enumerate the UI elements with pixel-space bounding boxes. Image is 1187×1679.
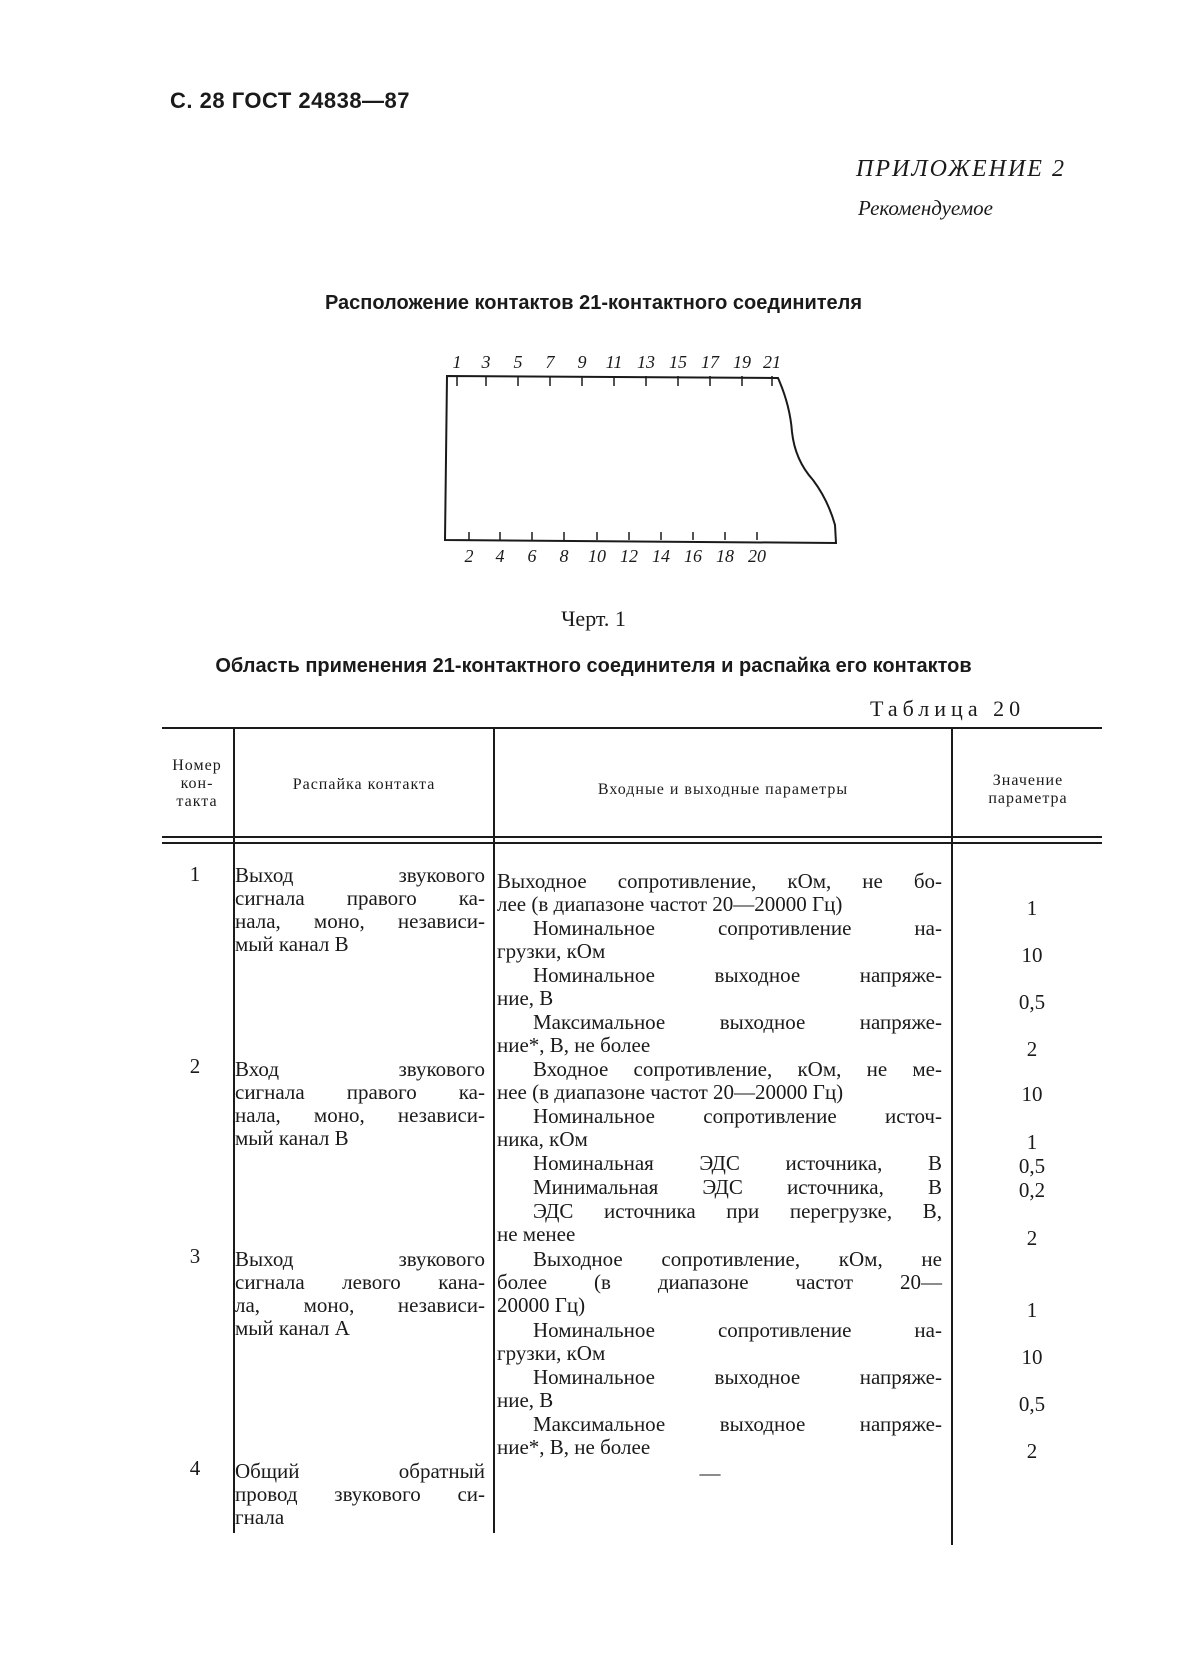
param-line: лее (в диапазоне частот 20—20000 Гц) <box>497 892 843 916</box>
param-line: Максимальное выходное напряже- <box>533 1412 942 1436</box>
pin-label-bottom: 14 <box>652 546 670 566</box>
row-1-number: 1 <box>189 862 201 886</box>
pinout-line: гнала <box>235 1505 285 1529</box>
param-line: Номинальное выходное напряже- <box>533 1365 942 1389</box>
row-1-pinout <box>235 864 485 956</box>
pinout-line: сигнала правого ка- <box>235 886 485 910</box>
param-line: Номинальное сопротивление на- <box>533 916 942 940</box>
pinout-line: нала, моно, независи- <box>235 1103 485 1127</box>
table-top-rule <box>162 727 1102 729</box>
pin-label-top: 7 <box>545 352 555 372</box>
table-title: Область применения 21-контактного соединителя и распайка его контактов <box>215 655 972 677</box>
pin-label-bottom: 2 <box>464 546 474 566</box>
row-2-value-5: 2 <box>1026 1226 1038 1250</box>
header-rule-1 <box>162 836 1102 838</box>
header-number-line: кон- <box>180 775 214 792</box>
param-line: грузки, кОм <box>497 939 606 963</box>
param-line: нее (в диапазоне частот 20—20000 Гц) <box>497 1080 844 1104</box>
param-line: ника, кОм <box>497 1127 588 1151</box>
row-1-param-3 <box>497 964 942 1010</box>
pin-label-bottom: 4 <box>495 546 505 566</box>
pinout-line: провод звукового си- <box>235 1482 485 1506</box>
pin-label-top: 13 <box>637 352 655 372</box>
pin-label-bottom: 10 <box>588 546 606 566</box>
param-line: Выходное сопротивление, кОм, не <box>533 1247 942 1271</box>
row-3-pinout <box>235 1248 485 1340</box>
param-line: ЭДС источника при перегрузке, В, <box>533 1199 942 1223</box>
header-pinout: Распайка контакта <box>292 776 436 793</box>
pin-label-bottom: 20 <box>748 546 766 566</box>
table-label: Таблица 20 <box>870 696 1026 721</box>
pin-label-top: 21 <box>763 352 781 372</box>
row-3-value-1: 1 <box>1026 1298 1038 1322</box>
pinout-line: Общий обратный <box>235 1459 485 1483</box>
pinout-line: сигнала правого ка- <box>235 1080 485 1104</box>
row-3-value-3: 0,5 <box>1018 1392 1046 1416</box>
pin-label-bottom: 12 <box>620 546 638 566</box>
param-line: ние*, В, не более <box>497 1435 651 1459</box>
pin-label-top: 19 <box>733 352 751 372</box>
pin-label-top: 3 <box>481 352 491 372</box>
row-2-value-2: 1 <box>1026 1130 1038 1154</box>
appendix-title: ПРИЛОЖЕНИЕ 2 <box>856 156 1066 182</box>
param-line: Выходное сопротивление, кОм, не бо- <box>497 869 942 893</box>
pin-label-bottom: 6 <box>527 546 537 566</box>
param-line: Номинальное сопротивление на- <box>533 1318 942 1342</box>
pin-label-top: 9 <box>577 352 587 372</box>
row-4-pinout <box>235 1460 485 1529</box>
row-2-param-2 <box>497 1105 942 1151</box>
row-3-number: 3 <box>189 1244 201 1268</box>
param-line: Максимальное выходное напряже- <box>533 1010 942 1034</box>
row-1-param-1 <box>497 870 942 916</box>
param-line: Номинальное сопротивление источ- <box>533 1104 942 1128</box>
row-1-param-2 <box>497 917 942 963</box>
pinout-line: мый канал А <box>235 1316 350 1340</box>
header-value-line: Значение <box>992 772 1064 789</box>
row-2-value-1: 10 <box>1021 1082 1043 1106</box>
param-line: Номинальная ЭДС источника, В <box>533 1151 942 1175</box>
header-value <box>953 772 1103 808</box>
connector-diagram <box>0 0 1187 600</box>
row-3-value-2: 10 <box>1021 1345 1043 1369</box>
pinout-line: сигнала левого кана- <box>235 1270 485 1294</box>
pin-label-bottom: 18 <box>716 546 734 566</box>
pin-label-top: 17 <box>701 352 719 372</box>
figure-title: Расположение контактов 21-контактного соединителя <box>324 292 863 314</box>
pinout-line: мый канал В <box>235 932 349 956</box>
pinout-line: Вход звукового <box>235 1057 485 1081</box>
row-1-value-4: 2 <box>1026 1037 1038 1061</box>
col-divider-3 <box>951 729 953 1545</box>
row-2-pinout <box>235 1058 485 1150</box>
pin-label-top: 1 <box>452 352 462 372</box>
param-line: ние*, В, не более <box>497 1033 651 1057</box>
param-line: ние, В <box>497 986 554 1010</box>
row-1-value-2: 10 <box>1021 943 1043 967</box>
row-3-param-1 <box>497 1248 942 1317</box>
param-line: ние, В <box>497 1388 554 1412</box>
param-line: 20000 Гц) <box>497 1293 586 1317</box>
row-1-param-4 <box>497 1011 942 1057</box>
param-line: Минимальная ЭДС источника, В <box>533 1175 942 1199</box>
header-value-line: параметра <box>988 790 1068 807</box>
param-line: более (в диапазоне частот 20— <box>497 1270 942 1294</box>
pin-label-bottom: 16 <box>684 546 702 566</box>
header-number-line: такта <box>176 793 218 810</box>
header-params: Входные и выходные параметры <box>597 781 849 798</box>
row-2-value-3: 0,5 <box>1018 1154 1046 1178</box>
row-4-number: 4 <box>189 1456 201 1480</box>
header-rule-2 <box>162 842 1102 844</box>
pin-label-bottom: 8 <box>559 546 569 566</box>
pin-label-top: 5 <box>513 352 523 372</box>
figure-caption: Черт. 1 <box>561 606 626 631</box>
row-2-number: 2 <box>189 1054 201 1078</box>
row-1-value-1: 1 <box>1026 896 1038 920</box>
pinout-line: Выход звукового <box>235 863 485 887</box>
param-line: Номинальное выходное напряже- <box>533 963 942 987</box>
row-2-param-4 <box>497 1176 942 1199</box>
row-2-value-4: 0,2 <box>1018 1178 1046 1202</box>
page-header: С. 28 ГОСТ 24838—87 <box>170 88 411 113</box>
row-3-param-3 <box>497 1366 942 1412</box>
row-3-param-4 <box>497 1413 942 1459</box>
header-number-line: Номер <box>172 757 222 774</box>
row-3-param-2 <box>497 1319 942 1365</box>
param-line: не менее <box>497 1222 576 1246</box>
appendix-subtitle: Рекомендуемое <box>858 196 993 220</box>
row-3-value-4: 2 <box>1026 1439 1038 1463</box>
param-line: Входное сопротивление, кОм, не ме- <box>533 1057 942 1081</box>
col-divider-2 <box>493 729 495 1533</box>
row-2-param-5 <box>497 1200 942 1246</box>
header-number <box>160 757 234 811</box>
pin-label-top: 15 <box>669 352 687 372</box>
row-2-param-3 <box>497 1152 942 1175</box>
row-4-params-dash: — <box>699 1461 721 1485</box>
pin-label-top: 11 <box>605 352 623 372</box>
connector-outline <box>445 376 836 543</box>
pinout-line: Выход звукового <box>235 1247 485 1271</box>
param-line: грузки, кОм <box>497 1341 606 1365</box>
pinout-line: нала, моно, независи- <box>235 909 485 933</box>
row-2-param-1 <box>497 1058 942 1104</box>
pinout-line: мый канал В <box>235 1126 349 1150</box>
row-1-value-3: 0,5 <box>1018 990 1046 1014</box>
pinout-line: ла, моно, независи- <box>235 1293 485 1317</box>
